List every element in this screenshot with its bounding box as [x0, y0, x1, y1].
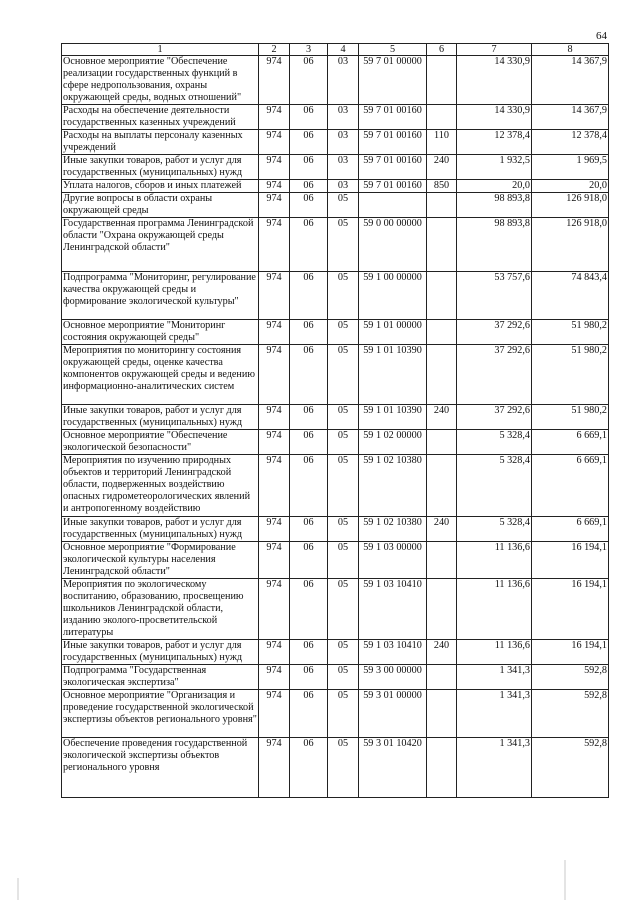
- cell-c6: [427, 193, 457, 218]
- cell-name: Мероприятия по изучению природных объектов и территорий Ленинградской области, подверженных воздействию опасных гидрометеорологических явлений и антропогенному воздействию: [62, 455, 259, 517]
- cell-c3: 06: [290, 345, 328, 405]
- cell-c6: [427, 56, 457, 105]
- cell-name: Иные закупки товаров, работ и услуг для государственных (муниципальных) нужд: [62, 405, 259, 430]
- cell-c2: 974: [259, 218, 290, 272]
- cell-c8: 1 969,5: [532, 155, 609, 180]
- header-cell: 8: [532, 44, 609, 56]
- cell-c4: 05: [328, 218, 359, 272]
- cell-name: Основное мероприятие "Организация и проведение государственной экологической экспертизы объектов регионального уровня": [62, 690, 259, 738]
- header-cell: 4: [328, 44, 359, 56]
- cell-c7: 1 932,5: [457, 155, 532, 180]
- cell-c7: 53 757,6: [457, 272, 532, 320]
- cell-c2: 974: [259, 155, 290, 180]
- cell-c2: 974: [259, 180, 290, 193]
- table-row: [62, 105, 609, 130]
- cell-c5: 59 1 02 10380: [359, 455, 427, 517]
- cell-c8: 6 669,1: [532, 517, 609, 542]
- cell-c3: 06: [290, 56, 328, 105]
- cell-c3: 06: [290, 193, 328, 218]
- cell-c2: 974: [259, 455, 290, 517]
- cell-c4: 03: [328, 130, 359, 155]
- cell-c3: 06: [290, 430, 328, 455]
- cell-c2: 974: [259, 690, 290, 738]
- cell-c4: 05: [328, 517, 359, 542]
- cell-c5: 59 7 01 00160: [359, 180, 427, 193]
- table-row: [62, 455, 609, 517]
- header-cell: 2: [259, 44, 290, 56]
- cell-c4: 05: [328, 320, 359, 345]
- cell-c5: 59 1 03 10410: [359, 640, 427, 665]
- header-cell: 6: [427, 44, 457, 56]
- cell-c3: 06: [290, 542, 328, 579]
- cell-c5: 59 7 01 00160: [359, 130, 427, 155]
- cell-c7: 14 330,9: [457, 56, 532, 105]
- cell-c5: 59 7 01 00160: [359, 155, 427, 180]
- cell-c3: 06: [290, 320, 328, 345]
- cell-c2: 974: [259, 542, 290, 579]
- cell-name: Основное мероприятие "Формирование экологической культуры населения Ленинградской области": [62, 542, 259, 579]
- cell-c6: [427, 455, 457, 517]
- cell-name: Мероприятия по мониторингу состояния окружающей среды, оценке качества компонентов окружающей среды и ведению информационно-аналитических систем: [62, 345, 259, 405]
- cell-c5: 59 7 01 00000: [359, 56, 427, 105]
- cell-c4: 05: [328, 193, 359, 218]
- cell-c4: 05: [328, 430, 359, 455]
- cell-name: Иные закупки товаров, работ и услуг для государственных (муниципальных) нужд: [62, 155, 259, 180]
- cell-c4: 05: [328, 738, 359, 798]
- cell-c6: 240: [427, 155, 457, 180]
- cell-name: Основное мероприятие "Обеспечение реализации государственных функций в сфере недропользования, охраны окружающей среды, водных отношений": [62, 56, 259, 105]
- cell-c5: 59 1 00 00000: [359, 272, 427, 320]
- cell-c6: 850: [427, 180, 457, 193]
- cell-c3: 06: [290, 640, 328, 665]
- table-row: [62, 665, 609, 690]
- cell-c2: 974: [259, 665, 290, 690]
- cell-c8: 51 980,2: [532, 320, 609, 345]
- cell-c3: 06: [290, 690, 328, 738]
- cell-c7: 5 328,4: [457, 455, 532, 517]
- cell-c8: 592,8: [532, 690, 609, 738]
- cell-c7: 1 341,3: [457, 665, 532, 690]
- cell-c4: 05: [328, 272, 359, 320]
- cell-c2: 974: [259, 517, 290, 542]
- cell-c6: [427, 579, 457, 640]
- cell-c7: 37 292,6: [457, 320, 532, 345]
- cell-c7: 14 330,9: [457, 105, 532, 130]
- cell-c3: 06: [290, 405, 328, 430]
- cell-c6: 240: [427, 405, 457, 430]
- cell-c8: 6 669,1: [532, 455, 609, 517]
- cell-name: Мероприятия по экологическому воспитанию, образованию, просвещению школьников Ленинградской области, изданию эколого-просветительской литературы: [62, 579, 259, 640]
- cell-c8: 14 367,9: [532, 105, 609, 130]
- cell-c7: 11 136,6: [457, 640, 532, 665]
- table-row: [62, 579, 609, 640]
- header-cell: 3: [290, 44, 328, 56]
- header-row: [62, 44, 609, 56]
- cell-c7: 11 136,6: [457, 579, 532, 640]
- cell-c4: 05: [328, 665, 359, 690]
- cell-c8: 51 980,2: [532, 405, 609, 430]
- cell-c6: [427, 665, 457, 690]
- cell-c5: 59 7 01 00160: [359, 105, 427, 130]
- cell-c7: 20,0: [457, 180, 532, 193]
- cell-c2: 974: [259, 640, 290, 665]
- cell-c6: [427, 542, 457, 579]
- table-row: [62, 690, 609, 738]
- cell-c8: 14 367,9: [532, 56, 609, 105]
- cell-name: Обеспечение проведения государственной экологической экспертизы объектов регионального уровня: [62, 738, 259, 798]
- cell-c5: 59 1 02 00000: [359, 430, 427, 455]
- table-row: [62, 738, 609, 798]
- cell-name: Основное мероприятие "Мониторинг состояния окружающей среды": [62, 320, 259, 345]
- cell-c2: 974: [259, 579, 290, 640]
- cell-c6: [427, 272, 457, 320]
- cell-name: Уплата налогов, сборов и иных платежей: [62, 180, 259, 193]
- cell-c2: 974: [259, 130, 290, 155]
- cell-c3: 06: [290, 665, 328, 690]
- cell-c4: 03: [328, 56, 359, 105]
- cell-name: Подпрограмма "Государственная экологическая экспертиза": [62, 665, 259, 690]
- header-cell: 7: [457, 44, 532, 56]
- cell-c4: 05: [328, 405, 359, 430]
- cell-c4: 05: [328, 345, 359, 405]
- table-row: [62, 430, 609, 455]
- cell-c5: 59 3 00 00000: [359, 665, 427, 690]
- cell-c7: 98 893,8: [457, 193, 532, 218]
- cell-c6: [427, 345, 457, 405]
- cell-name: Иные закупки товаров, работ и услуг для государственных (муниципальных) нужд: [62, 517, 259, 542]
- cell-c3: 06: [290, 455, 328, 517]
- cell-c7: 5 328,4: [457, 517, 532, 542]
- table-row: [62, 155, 609, 180]
- cell-c8: 6 669,1: [532, 430, 609, 455]
- cell-c5: 59 1 01 10390: [359, 345, 427, 405]
- cell-c3: 06: [290, 105, 328, 130]
- cell-c2: 974: [259, 320, 290, 345]
- cell-c8: 51 980,2: [532, 345, 609, 405]
- table-row: [62, 345, 609, 405]
- cell-c5: 59 1 02 10380: [359, 517, 427, 542]
- cell-name: Государственная программа Ленинградской области "Охрана окружающей среды Ленинградской области": [62, 218, 259, 272]
- cell-c2: 974: [259, 430, 290, 455]
- cell-c8: 16 194,1: [532, 579, 609, 640]
- cell-c6: 110: [427, 130, 457, 155]
- cell-name: Расходы на обеспечение деятельности государственных казенных учреждений: [62, 105, 259, 130]
- cell-c2: 974: [259, 405, 290, 430]
- cell-c2: 974: [259, 738, 290, 798]
- cell-c6: 240: [427, 640, 457, 665]
- table-row: [62, 56, 609, 105]
- cell-c2: 974: [259, 193, 290, 218]
- cell-c8: 126 918,0: [532, 193, 609, 218]
- cell-c8: 16 194,1: [532, 640, 609, 665]
- cell-name: Расходы на выплаты персоналу казенных учреждений: [62, 130, 259, 155]
- cell-c5: [359, 193, 427, 218]
- cell-c8: 74 843,4: [532, 272, 609, 320]
- table-row: [62, 218, 609, 272]
- cell-c4: 03: [328, 180, 359, 193]
- cell-c2: 974: [259, 345, 290, 405]
- cell-c8: 20,0: [532, 180, 609, 193]
- cell-c7: 1 341,3: [457, 690, 532, 738]
- cell-name: Другие вопросы в области охраны окружающей среды: [62, 193, 259, 218]
- table-row: [62, 640, 609, 665]
- table-row: [62, 272, 609, 320]
- cell-c6: [427, 430, 457, 455]
- cell-c3: 06: [290, 272, 328, 320]
- table-row: [62, 130, 609, 155]
- cell-c6: 240: [427, 517, 457, 542]
- cell-c6: [427, 218, 457, 272]
- table-row: [62, 320, 609, 345]
- cell-c7: 11 136,6: [457, 542, 532, 579]
- table-row: [62, 193, 609, 218]
- cell-c2: 974: [259, 105, 290, 130]
- cell-c3: 06: [290, 517, 328, 542]
- cell-c5: 59 3 01 00000: [359, 690, 427, 738]
- cell-c7: 1 341,3: [457, 738, 532, 798]
- cell-c3: 06: [290, 130, 328, 155]
- cell-c4: 05: [328, 455, 359, 517]
- cell-c2: 974: [259, 56, 290, 105]
- cell-c6: [427, 105, 457, 130]
- cell-c3: 06: [290, 738, 328, 798]
- cell-c5: 59 1 01 00000: [359, 320, 427, 345]
- cell-c4: 05: [328, 690, 359, 738]
- cell-c2: 974: [259, 272, 290, 320]
- cell-name: Иные закупки товаров, работ и услуг для государственных (муниципальных) нужд: [62, 640, 259, 665]
- cell-c5: 59 1 01 10390: [359, 405, 427, 430]
- cell-c3: 06: [290, 180, 328, 193]
- cell-c4: 05: [328, 542, 359, 579]
- cell-name: Основное мероприятие "Обеспечение экологической безопасности": [62, 430, 259, 455]
- table-row: [62, 180, 609, 193]
- cell-c5: 59 3 01 10420: [359, 738, 427, 798]
- table-row: [62, 542, 609, 579]
- budget-table: [61, 43, 609, 798]
- cell-c6: [427, 738, 457, 798]
- cell-c7: 98 893,8: [457, 218, 532, 272]
- page-number: 64: [596, 30, 607, 42]
- header-cell: 5: [359, 44, 427, 56]
- cell-c4: 03: [328, 105, 359, 130]
- cell-c6: [427, 320, 457, 345]
- cell-c8: 592,8: [532, 738, 609, 798]
- cell-c6: [427, 690, 457, 738]
- cell-c4: 03: [328, 155, 359, 180]
- cell-c8: 16 194,1: [532, 542, 609, 579]
- cell-c8: 12 378,4: [532, 130, 609, 155]
- cell-c5: 59 1 03 00000: [359, 542, 427, 579]
- cell-c8: 126 918,0: [532, 218, 609, 272]
- table-row: [62, 405, 609, 430]
- cell-c7: 12 378,4: [457, 130, 532, 155]
- cell-c5: 59 1 03 10410: [359, 579, 427, 640]
- table-row: [62, 517, 609, 542]
- cell-c7: 37 292,6: [457, 345, 532, 405]
- cell-c4: 05: [328, 579, 359, 640]
- cell-c3: 06: [290, 155, 328, 180]
- cell-c4: 05: [328, 640, 359, 665]
- cell-c3: 06: [290, 218, 328, 272]
- cell-c7: 37 292,6: [457, 405, 532, 430]
- header-cell: 1: [62, 44, 259, 56]
- cell-c8: 592,8: [532, 665, 609, 690]
- cell-c7: 5 328,4: [457, 430, 532, 455]
- cell-c3: 06: [290, 579, 328, 640]
- cell-name: Подпрограмма "Мониторинг, регулирование качества окружающей среды и формирование экологической культуры": [62, 272, 259, 320]
- cell-c5: 59 0 00 00000: [359, 218, 427, 272]
